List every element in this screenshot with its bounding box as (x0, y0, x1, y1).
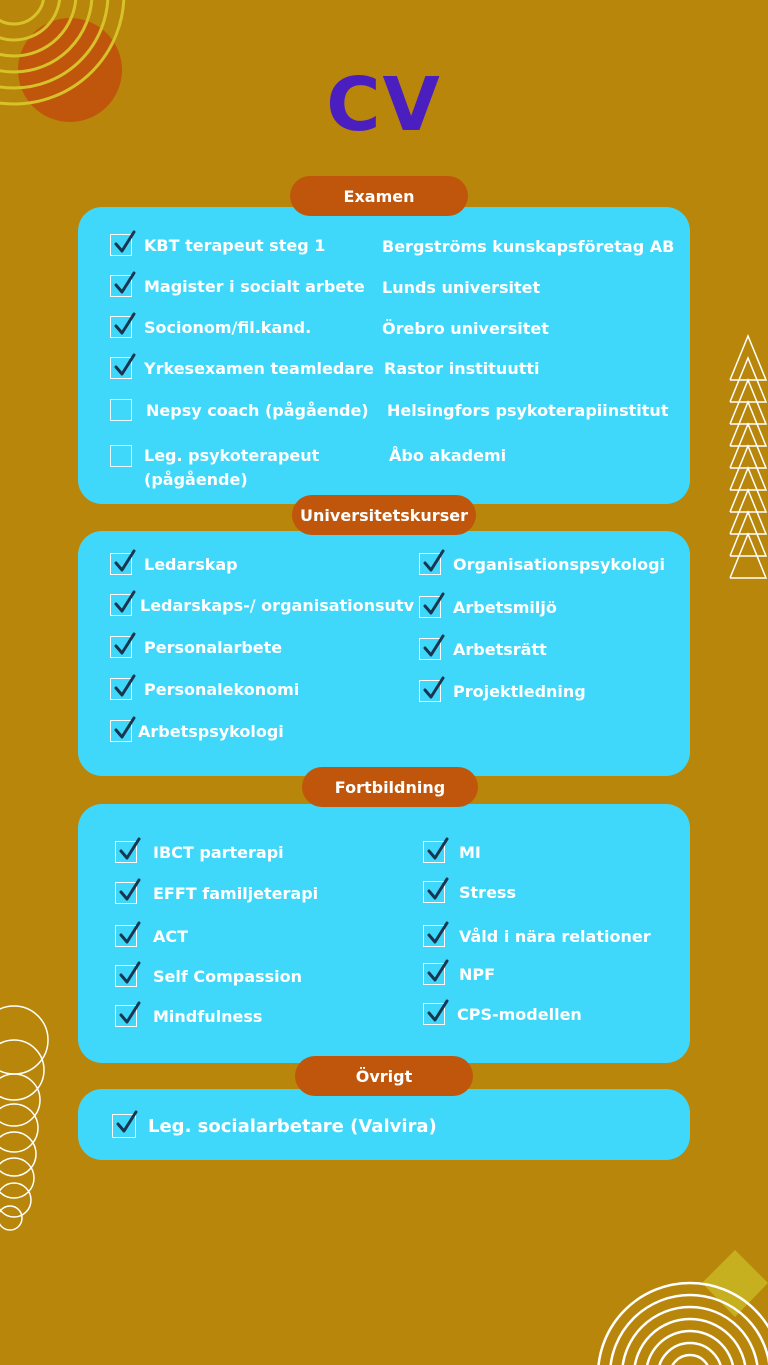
degree-label: Yrkesexamen teamledare (144, 358, 374, 378)
degree-label-line2: (pågående) (144, 470, 248, 489)
institution-label: Rastor instituutti (384, 359, 540, 378)
right-triangles-decoration (728, 332, 768, 580)
course-item: Arbetspsykologi (110, 720, 284, 742)
course-item: Ledarskaps-/ organisationsutv (110, 594, 414, 616)
other-item: Leg. socialarbetare (Valvira) (112, 1114, 437, 1138)
checkmark-icon (419, 553, 441, 575)
course-item: Personalekonomi (110, 678, 299, 700)
checkmark-icon (115, 1005, 137, 1027)
section-heading-examen: Examen (290, 176, 468, 216)
checkmark-icon (423, 881, 445, 903)
ovrigt-panel (78, 1089, 690, 1160)
checkmark-icon (110, 553, 132, 575)
checkmark-icon (110, 316, 132, 338)
institution-label: Åbo akademi (389, 446, 507, 465)
course-item: Projektledning (419, 680, 586, 702)
institution-label: Örebro universitet (382, 319, 549, 338)
training-item: ACT (115, 925, 188, 947)
course-item: Arbetsrätt (419, 638, 547, 660)
checkmark-icon (423, 963, 445, 985)
checkmark-icon (419, 680, 441, 702)
course-item: Organisationspsykologi (419, 553, 665, 575)
page-title: CV (326, 62, 442, 148)
checkmark-icon (110, 357, 132, 379)
training-item: Stress (423, 881, 516, 903)
checkmark-icon (112, 1114, 136, 1138)
checkmark-icon (110, 594, 132, 616)
institution-label: Lunds universitet (382, 278, 541, 297)
checkmark-icon (110, 234, 132, 256)
training-item: Mindfulness (115, 1005, 262, 1027)
section-heading-fortbildning: Fortbildning (302, 767, 478, 807)
examen-panel (78, 207, 690, 504)
checkmark-icon (423, 925, 445, 947)
empty-checkbox-icon (110, 445, 132, 467)
degree-label: Leg. psykoterapeut (144, 446, 320, 465)
checkmark-icon (110, 636, 132, 658)
degree-label: Socionom/fil.kand. (144, 317, 312, 337)
degree-label: KBT terapeut steg 1 (144, 235, 326, 255)
examen-row (110, 316, 311, 338)
checkmark-icon (110, 678, 132, 700)
checkmark-icon (115, 841, 137, 863)
fortbildning-panel (78, 804, 690, 1063)
checkmark-icon (115, 882, 137, 904)
training-item: Self Compassion (115, 965, 302, 987)
checkmark-icon (423, 841, 445, 863)
training-item: NPF (423, 963, 495, 985)
training-item: EFFT familjeterapi (115, 882, 318, 904)
left-circles-decoration (0, 1000, 56, 1236)
training-item: CPS-modellen (423, 1003, 582, 1025)
institution-label: Bergströms kunskapsföretag AB (382, 237, 675, 256)
degree-label: Magister i socialt arbete (144, 276, 365, 296)
examen-row (110, 445, 144, 467)
checkmark-icon (115, 925, 137, 947)
examen-row (110, 275, 365, 297)
section-heading-ovrigt: Övrigt (295, 1056, 473, 1096)
examen-row (110, 357, 374, 379)
degree-label: Nepsy coach (pågående) (146, 400, 369, 420)
course-item: Personalarbete (110, 636, 282, 658)
checkmark-icon (110, 275, 132, 297)
checkmark-icon (419, 596, 441, 618)
checkmark-icon (423, 1003, 445, 1025)
examen-row (110, 234, 325, 256)
checkmark-icon (419, 638, 441, 660)
empty-checkbox-icon (110, 399, 132, 421)
training-item: IBCT parterapi (115, 841, 284, 863)
section-heading-universitetskurser: Universitetskurser (292, 495, 476, 535)
training-item: MI (423, 841, 481, 863)
checkmark-icon (115, 965, 137, 987)
examen-row (110, 399, 369, 421)
course-item: Arbetsmiljö (419, 596, 557, 618)
training-item: Våld i nära relationer (423, 925, 651, 947)
universitetskurser-panel (78, 531, 690, 776)
checkmark-icon (110, 720, 132, 742)
bottom-right-arcs-decoration (580, 1245, 768, 1365)
course-item: Ledarskap (110, 553, 238, 575)
institution-label: Helsingfors psykoterapiinstitut (387, 401, 669, 420)
